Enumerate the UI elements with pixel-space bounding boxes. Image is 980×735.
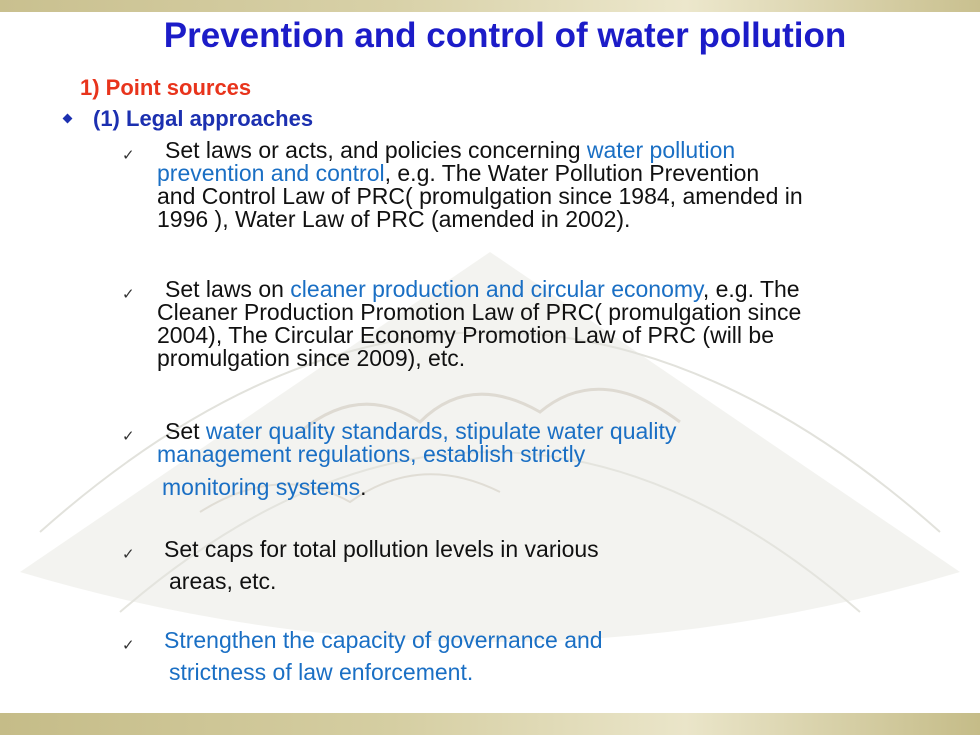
top-decorative-bar xyxy=(0,0,980,12)
bullet-text: Set caps for total pollution levels in various xyxy=(164,536,599,562)
highlight-text: water quality standards, stipulate water quality xyxy=(205,418,677,444)
bullet-text: Cleaner Production Promotion Law of PRC( promulgation since xyxy=(157,299,802,325)
page-title: Prevention and control of water pollution xyxy=(163,16,847,55)
highlight-text: cleaner production and circular economy xyxy=(290,276,703,302)
bottom-decorative-bar xyxy=(0,713,980,735)
bullet-text: and Control Law of PRC( promulgation since 1984, amended in xyxy=(157,183,803,209)
highlight-text: strictness of law enforcement. xyxy=(169,659,474,685)
check-icon: ✓ xyxy=(122,147,135,164)
subsection-heading xyxy=(62,106,313,132)
bullet-text: areas, etc. xyxy=(169,568,277,594)
bullet-text: , e.g. The Water Pollution Prevention xyxy=(384,160,760,186)
section-heading: 1) Point sources xyxy=(80,75,252,100)
bullet-text: 2004), The Circular Economy Promotion Law of PRC (will be xyxy=(157,322,774,348)
bullet-text: Set laws on xyxy=(165,276,291,302)
check-icon: ✓ xyxy=(122,428,135,445)
bullet-text: Set laws or acts, and policies concerning xyxy=(165,137,587,163)
check-icon: ✓ xyxy=(122,637,135,654)
check-icon: ✓ xyxy=(122,286,135,303)
bullet-text: 1996 ), Water Law of PRC (amended in 2002). xyxy=(157,206,631,232)
diamond-bullet-icon xyxy=(63,113,73,123)
subsection-heading-text: (1) Legal approaches xyxy=(93,106,314,131)
bullet-text: . xyxy=(360,474,367,500)
highlight-text: monitoring systems xyxy=(162,474,361,500)
highlight-text: Strengthen the capacity of governance and xyxy=(164,627,603,653)
bullet-text: , e.g. The xyxy=(702,276,800,302)
highlight-text: prevention and control xyxy=(157,160,385,186)
check-icon: ✓ xyxy=(122,546,135,563)
bullet-text: Set xyxy=(165,418,206,444)
highlight-text: water pollution xyxy=(586,137,736,163)
highlight-text: management regulations, establish strictly xyxy=(157,441,586,467)
bullet-text: promulgation since 2009), etc. xyxy=(157,345,466,371)
